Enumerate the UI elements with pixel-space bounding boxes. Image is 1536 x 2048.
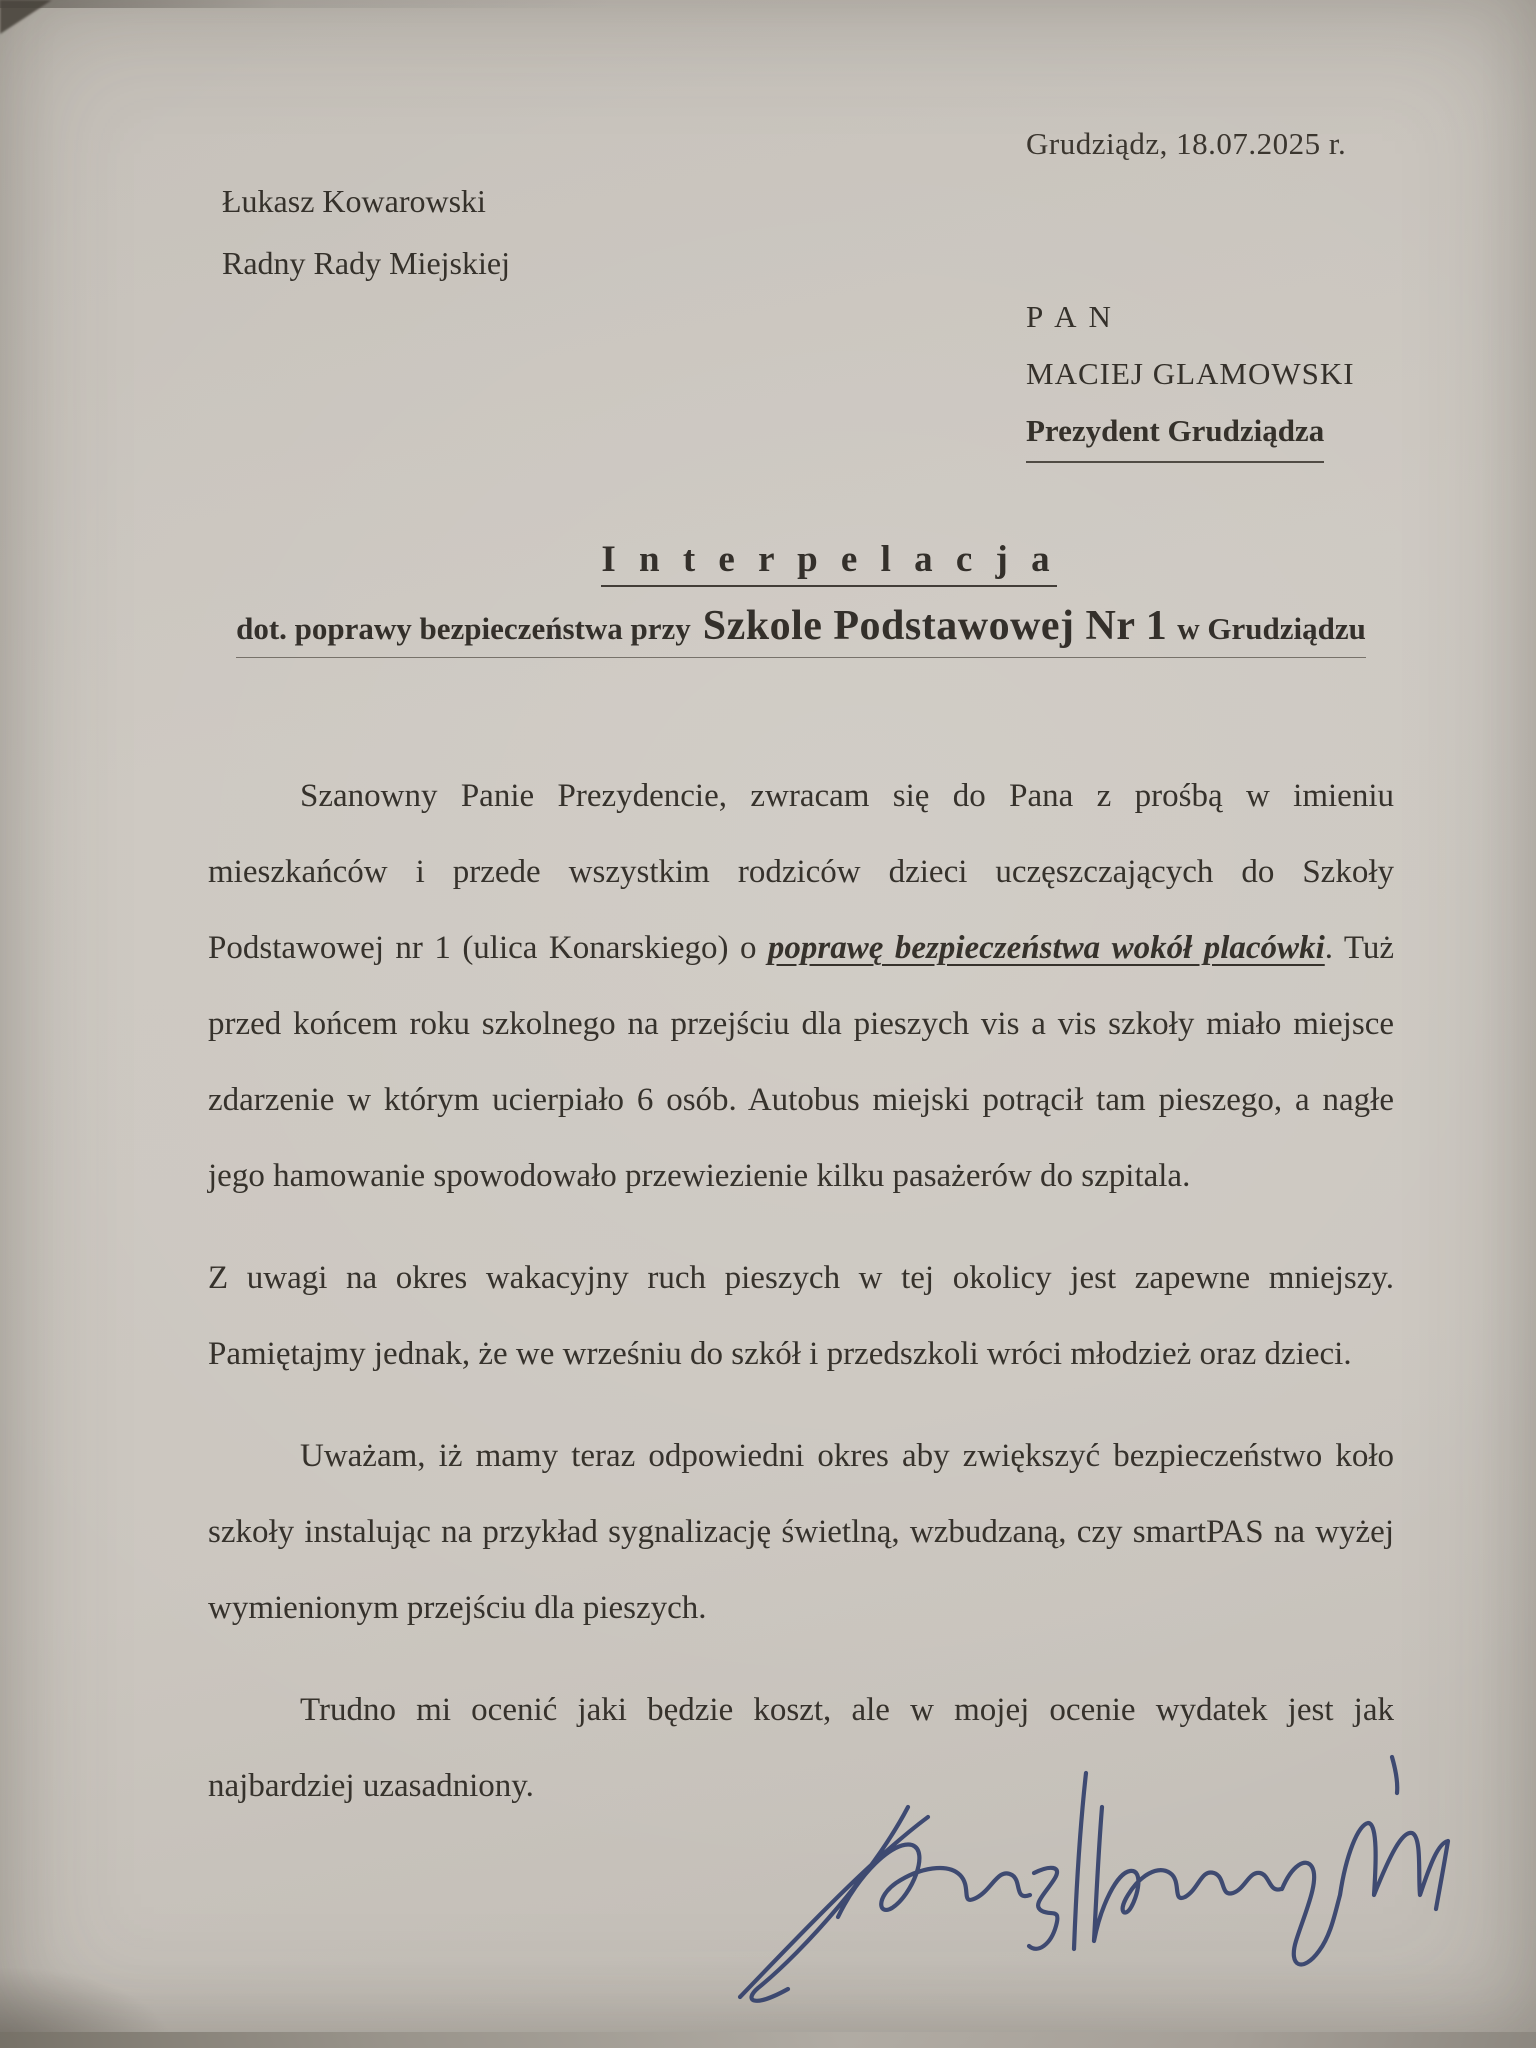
paragraph-1-emphasis: poprawę bezpieczeństwa wokół placówki <box>767 930 1325 966</box>
paragraph-2: Z uwagi na okres wakacyjny ruch pieszych w tej okolicy jest zapewne mniejszy. Pamiętajmy jednak, że we wrześniu do szkół i przedszkoli wróci młodzież oraz dzieci. <box>208 1260 1394 1372</box>
subject-prefix: dot. poprawy bezpieczeństwa przy <box>236 611 691 646</box>
recipient-salutation: P A N <box>1026 299 1114 334</box>
letter-subject-line <box>208 602 1394 658</box>
subject-main: Szkole Podstawowej Nr 1 <box>702 603 1168 649</box>
paragraph-1-text-after: . Tuż przed końcem roku szkolnego na przejściu dla pieszych vis a vis szkoły miało miejsce zdarzenie w którym ucierpiało 6 osób. Autobus miejski potrącił tam pieszego, a nagłe jego hamowanie spowodowało przewiezienie kilku pasażerów do szpitala. <box>208 930 1394 1194</box>
recipient-block <box>1026 288 1355 463</box>
sender-name: Łukasz Kowarowski <box>222 183 486 219</box>
letter-subject-underline <box>236 602 1366 658</box>
photo-edge-bottom <box>0 2032 1536 2048</box>
sender-title: Radny Rady Miejskiej <box>222 245 510 281</box>
handwritten-signature <box>540 1745 1460 2025</box>
letter-content <box>208 0 1394 2048</box>
recipient-name: MACIEJ GLAMOWSKI <box>1026 356 1355 391</box>
signature-stroke-first-name <box>740 1807 1057 2001</box>
paragraph-1 <box>208 758 1394 1214</box>
paragraph-3: Uważam, iż mamy teraz odpowiedni okres aby zwiększyć bezpieczeństwo koło szkoły instalując na przykład sygnalizację świetlną, wzbudzaną, czy smartPAS na wyżej wymienionym przejściu dla pieszych. <box>208 1438 1394 1626</box>
letter-title: I n t e r p e l a c j a <box>601 538 1056 587</box>
paragraph-4: Trudno mi ocenić jaki będzie koszt, ale w mojej ocenie wydatek jest jak najbardziej uzasadniony. <box>208 1692 1394 1804</box>
letter-heading <box>208 538 1394 587</box>
signature-stroke-last-name <box>1074 1757 1448 1964</box>
letter-body <box>208 758 1394 1850</box>
sender-block <box>222 170 510 294</box>
paragraph-1-text-before: Szanowny Panie Prezydencie, zwracam się do Pana z prośbą w imieniu mieszkańców i przede wszystkim rodziców dzieci uczęszczających do Szkoły Podstawowej nr 1 (ulica Konarskiego) o <box>208 778 1394 966</box>
letter-date: Grudziądz, 18.07.2025 r. <box>1026 126 1347 161</box>
recipient-title: Prezydent Grudziądza <box>1026 402 1324 463</box>
subject-suffix: w Grudziądzu <box>1177 611 1366 646</box>
